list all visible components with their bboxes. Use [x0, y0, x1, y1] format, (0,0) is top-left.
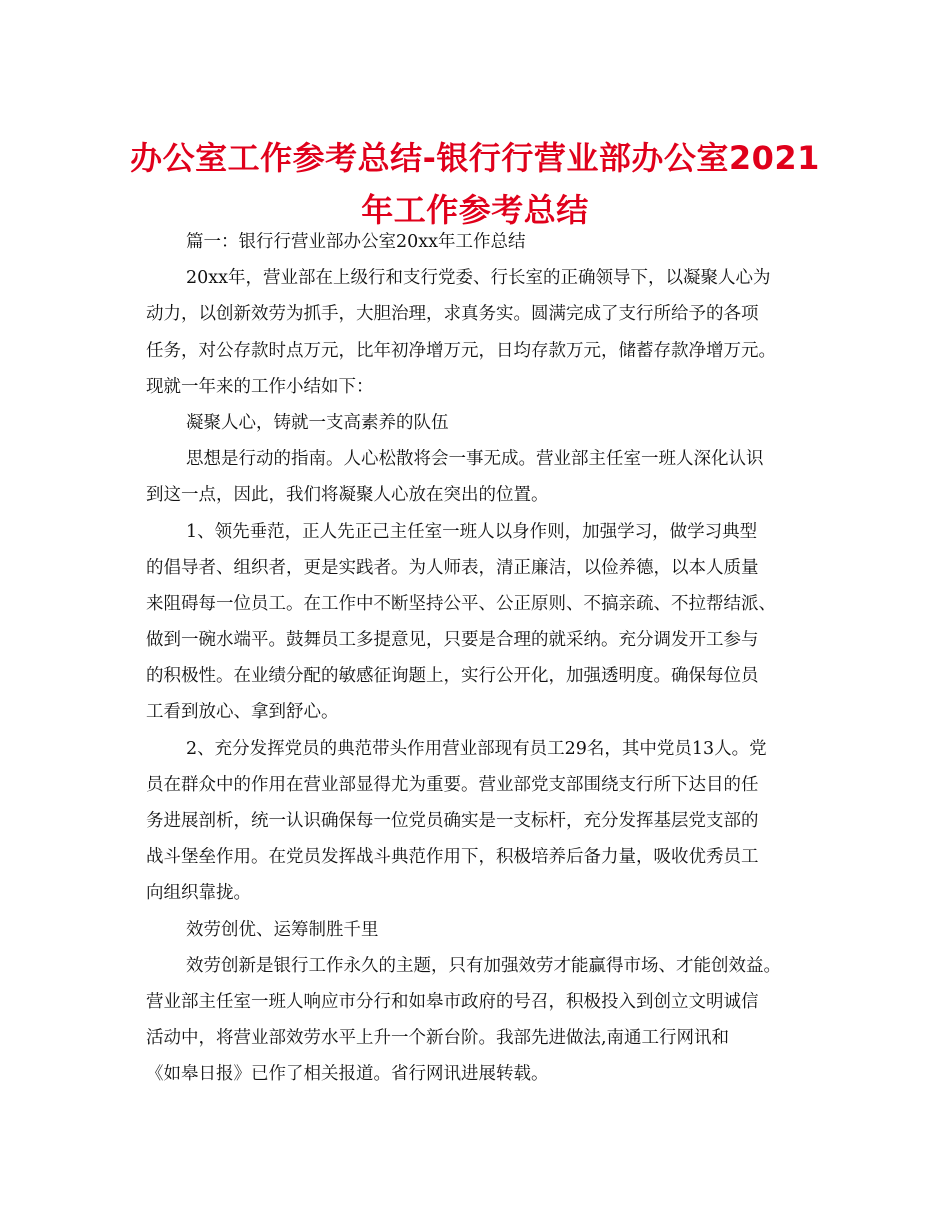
- text-line: 思想是行动的指南。人心松散将会一事无成。营业部主任室一班人深化认识: [186, 449, 764, 470]
- text-line: 员在群众中的作用在营业部显得尤为重要。营业部党支部围绕支行所下达目的任: [146, 774, 759, 795]
- text-line: 效劳创新是银行工作永久的主题，只有加强效劳才能赢得市场、才能创效益。: [186, 955, 781, 976]
- text-line: 做到一碗水端平。鼓舞员工多提意见，只要是合理的就采纳。充分调发开工参与: [146, 630, 759, 651]
- text-line: 动力，以创新效劳为抓手，大胆治理，求真务实。圆满完成了支行所给予的各项: [146, 304, 759, 325]
- text-line: 效劳创优、运筹制胜千里: [186, 919, 379, 940]
- text-line: 工看到放心、拿到舒心。: [146, 702, 339, 723]
- text-line: 的积极性。在业绩分配的敏感征询题上，实行公开化，加强透明度。确保每位员: [146, 666, 759, 687]
- document-body: [146, 224, 816, 1093]
- text-line: 2、充分发挥党员的典范带头作用营业部现有员工29名，其中党员13人。党: [186, 738, 767, 759]
- text-line: 凝聚人心，铸就一支高素养的队伍: [186, 412, 449, 433]
- text-line: 营业部主任室一班人响应市分行和如皋市政府的号召，积极投入到创立文明诚信: [146, 991, 759, 1012]
- text-line: 战斗堡垒作用。在党员发挥战斗典范作用下，积极培养后备力量，吸收优秀员工: [146, 847, 759, 868]
- text-line: 任务，对公存款时点万元，比年初净增万元，日均存款万元，储蓄存款净增万元。: [146, 340, 776, 361]
- text-line: 到这一点，因此，我们将凝聚人心放在突出的位置。: [146, 485, 549, 506]
- text-line: 1、领先垂范，正人先正己主任室一班人以身作则，加强学习，做学习典型: [186, 521, 758, 542]
- title-line-1: 办公室工作参考总结-银行行营业部办公室2021: [130, 139, 820, 177]
- text-line: 《如皋日报》已作了相关报道。省行网讯进展转载。: [146, 1064, 549, 1085]
- document-title: [130, 132, 820, 236]
- text-line: 向组织靠拢。: [146, 883, 251, 904]
- text-line: 来阻碍每一位员工。在工作中不断坚持公平、公正原则、不搞亲疏、不拉帮结派、: [146, 593, 776, 614]
- text-line: 篇一：银行行营业部办公室20xx年工作总结: [186, 232, 526, 252]
- text-line: 的倡导者、组织者，更是实践者。为人师表，清正廉洁，以俭养德，以本人质量: [146, 557, 759, 578]
- title-line-2: 年工作参考总结: [361, 191, 589, 229]
- text-line: 20xx年，营业部在上级行和支行党委、行长室的正确领导下，以凝聚人心为: [186, 268, 771, 289]
- text-line: 务进展剖析，统一认识确保每一位党员确实是一支标杆，充分发挥基层党支部的: [146, 811, 759, 831]
- text-line: 现就一年来的工作小结如下：: [146, 376, 374, 397]
- text-line: 活动中，将营业部效劳水平上升一个新台阶。我部先进做法,南通工行网讯和: [146, 1028, 730, 1049]
